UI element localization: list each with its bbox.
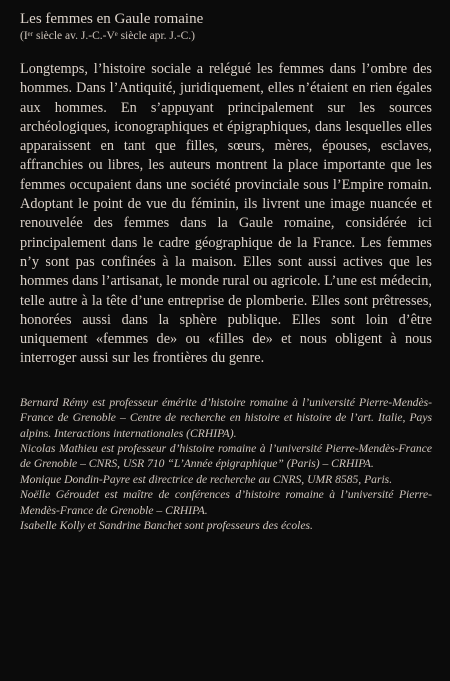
author-bio: Noëlle Géroudet est maître de conférences d’histoire romaine à l’université Pierre-Mendès-France de Grenoble – CRHIPA. [20, 488, 432, 517]
author-bio: Isabelle Kolly et Sandrine Banchet sont professeurs des écoles. [20, 519, 313, 532]
author-bio: Bernard Rémy est professeur émérite d’histoire romaine à l’université Pierre-Mendès-France de Grenoble – Centre de recherche en histoire et histoire de l’art. Italie, Pays alpins. Interactions internationales (CRHIPA). [20, 395, 432, 440]
book-subtitle: (Iᵉʳ siècle av. J.-C.-Vᵉ siècle apr. J.-C.) [20, 30, 195, 42]
author-bios [20, 395, 432, 534]
book-title: Les femmes en Gaule romaine [20, 11, 204, 27]
author-bio: Monique Dondin-Payre est directrice de recherche au CNRS, UMR 8585, Paris. [20, 472, 393, 486]
book-summary: Longtemps, l’histoire sociale a relégué les femmes dans l’ombre des hommes. Dans l’Antiquité, juridiquement, elles n’étaient en rien égales aux hommes. En s’appuyant principalement sur les sources archéologiques, iconographiques et épigraphiques, dans lesquelles elles apparaissent en tant que filles, sœurs, mères, épouses, esclaves, affranchies ou libres, les auteurs montrent la place importante que les femmes occupaient dans une société provinciale sous l’Empire romain. Adoptant le point de vue du féminin, ils livrent une image nuancée et renouvelée des femmes dans la Gaule romaine, considérée ici principalement dans le cadre géographique de la France. Les femmes n’y sont pas confinées à la maison. Elles sont aussi actives que les hommes dans l’artisanat, le monde rural ou agricole. L’une est médecin, telle autre à la tête d’une entreprise de plomberie. Elles sont prêtresses, honorées aussi dans la sphère publique. Elles sont loin d’être uniquement «femmes de» ou «filles de» et nous obligent à nous interroger aussi sur les frontières du genre. [20, 61, 432, 367]
author-bio: Nicolas Mathieu est professeur d’histoire romaine à l’université Pierre-Mendès-France de Grenoble – CNRS, USR 710 “L’Année épigraphique” (Paris) – CRHIPA. [20, 441, 432, 471]
